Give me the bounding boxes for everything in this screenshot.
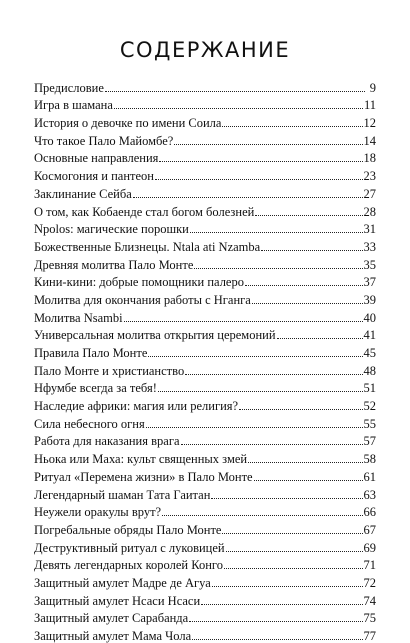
toc-entry-title: Защитный амулет Мадре де Агуа	[34, 575, 211, 590]
toc-entry-page-number: 41	[363, 328, 376, 343]
toc-entry	[34, 272, 376, 290]
toc-entry-page-number: 71	[363, 558, 376, 573]
dot-leader	[277, 338, 363, 339]
dot-leader	[181, 444, 363, 445]
toc-entry-title: Заклинание Сейба	[34, 186, 132, 201]
toc-entry	[34, 502, 376, 520]
toc-entry	[34, 201, 376, 219]
toc-entry	[34, 360, 376, 378]
toc-entry	[34, 625, 376, 643]
toc-entry	[34, 590, 376, 608]
toc-entry-page-number: 58	[363, 452, 376, 467]
toc-entry-title: Работа для наказания врага	[34, 434, 180, 449]
toc-entry-title: Что такое Пало Майомбе?	[34, 133, 174, 148]
toc-entry	[34, 148, 376, 166]
toc-entry-title: Правила Пало Монте	[34, 346, 148, 360]
dot-leader	[212, 586, 363, 587]
dot-leader	[114, 108, 363, 109]
dot-leader	[162, 515, 362, 516]
toc-entry-page-number: 75	[363, 611, 376, 626]
toc-entry-title: Пало Монте и христианство	[34, 363, 185, 378]
toc-entry-title: Нфумбе всегда за тебя!	[34, 381, 157, 396]
toc-entry-title: Космогония и пантеон	[34, 169, 154, 184]
toc-entry-page-number: 39	[363, 292, 376, 307]
dot-leader	[133, 197, 363, 198]
dot-leader	[192, 639, 362, 640]
dot-leader	[248, 462, 362, 463]
toc-entry-page-number: 18	[363, 151, 376, 166]
toc-entry-title: Девять легендарных королей Конго	[34, 558, 223, 573]
dot-leader	[239, 409, 362, 410]
toc-entry	[34, 431, 376, 449]
toc-entry-title: Божественные Близнецы. Ntala ati Nzamba	[34, 239, 261, 254]
toc-entry-title: Древняя молитва Пало Монте	[34, 257, 194, 272]
toc-entry	[34, 165, 376, 183]
toc-entry	[34, 537, 376, 555]
toc-entry	[34, 395, 376, 413]
toc-entry	[34, 519, 376, 537]
toc-entry-page-number: 69	[363, 540, 376, 555]
dot-leader	[254, 480, 363, 481]
toc-entry	[34, 325, 376, 343]
dot-leader	[159, 161, 362, 162]
toc-entry	[34, 130, 376, 148]
toc-entry	[34, 484, 376, 502]
toc-entry-page-number: 48	[363, 363, 376, 378]
toc-entry-page-number: 52	[363, 399, 376, 414]
toc-entry	[34, 77, 376, 95]
toc-entry-title: Защитный амулет Нсаси Нсаси	[34, 593, 201, 608]
toc-entry-page-number: 77	[363, 629, 376, 643]
dot-leader	[245, 285, 363, 286]
toc-entry-page-number: 40	[363, 310, 376, 325]
dot-leader	[158, 391, 363, 392]
toc-entry-title: О том, как Кобаенде стал богом болезней	[34, 204, 255, 219]
toc-entry-title: Сила небесного огня	[34, 416, 145, 431]
dot-leader	[222, 533, 362, 534]
toc-entry-page-number: 14	[363, 133, 376, 148]
dot-leader	[174, 144, 362, 145]
toc-entry	[34, 448, 376, 466]
toc-entry-page-number: 31	[363, 222, 376, 237]
dot-leader	[226, 551, 363, 552]
toc-entry	[34, 289, 376, 307]
toc-entry-title: Защитный амулет Мама Чола	[34, 629, 192, 643]
dot-leader	[105, 91, 365, 92]
toc-entry-title: Предисловие	[34, 80, 104, 95]
toc-entry-page-number: 51	[363, 381, 376, 396]
page-title: СОДЕРЖАНИЕ	[119, 38, 291, 62]
toc-entry-page-number: 67	[363, 522, 376, 537]
dot-leader	[194, 268, 362, 269]
toc-entry-page-number: 35	[363, 257, 376, 272]
toc-entry-title: Ритуал «Перемена жизни» в Пало Монте	[34, 469, 253, 484]
toc-entry-title: Молитва Nsambi	[34, 310, 123, 325]
dot-leader	[255, 215, 362, 216]
toc-entry-title: История о девочке по имени Соила	[34, 116, 222, 131]
toc-entry-page-number: 63	[363, 487, 376, 502]
toc-entry-page-number: 72	[363, 575, 376, 590]
toc-entry-page-number: 57	[363, 434, 376, 449]
dot-leader	[222, 126, 362, 127]
toc-entry-title: Легендарный шаман Тата Гаитан	[34, 487, 211, 502]
toc-entry	[34, 95, 376, 113]
dot-leader	[201, 604, 362, 605]
dot-leader	[146, 427, 363, 428]
toc-entry-title: Универсальная молитва открытия церемоний	[34, 328, 276, 343]
toc-entry-page-number: 33	[363, 239, 376, 254]
toc-entry-page-number: 55	[363, 416, 376, 431]
toc-entry	[34, 608, 376, 626]
dot-leader	[211, 498, 362, 499]
toc-entry	[34, 342, 376, 360]
toc-entry	[34, 236, 376, 254]
dot-leader	[224, 568, 363, 569]
toc-entry-page-number: 11	[363, 98, 376, 113]
toc-entry-title: Ньока или Маха: культ священных змей	[34, 452, 248, 467]
dot-leader	[261, 250, 362, 251]
dot-leader	[189, 621, 362, 622]
toc-entry-page-number: 23	[363, 169, 376, 184]
toc-entry-title: Деструктивный ритуал с луковицей	[34, 540, 225, 555]
toc-entry	[34, 219, 376, 237]
toc-entry-page-number: 27	[363, 186, 376, 201]
toc-entry-page-number: 61	[363, 469, 376, 484]
toc-entry-title: Погребальные обряды Пало Монте	[34, 522, 222, 537]
dot-leader	[148, 356, 362, 357]
toc-entry-title: Наследие африки: магия или религия?	[34, 399, 239, 414]
toc-entry-page-number: 74	[363, 593, 376, 608]
toc-entry	[34, 378, 376, 396]
toc-entry	[34, 466, 376, 484]
toc-entry	[34, 307, 376, 325]
toc-entry-page-number: 37	[363, 275, 376, 290]
toc-entry-title: Защитный амулет Сарабанда	[34, 611, 189, 626]
dot-leader	[124, 321, 363, 322]
dot-leader	[252, 303, 363, 304]
toc-entry-title: Кини-кини: добрые помощники палеро	[34, 275, 244, 290]
toc-entry-title: Основные направления	[34, 151, 159, 166]
table-of-contents	[34, 77, 376, 643]
toc-entry-page-number: 9	[369, 80, 376, 95]
toc-entry-title: Npolos: магические порошки	[34, 222, 189, 237]
toc-entry-page-number: 45	[363, 346, 376, 360]
toc-entry-title: Молитва для окончания работы с Нганга	[34, 292, 251, 307]
toc-entry	[34, 555, 376, 573]
dot-leader	[190, 232, 363, 233]
toc-entry-page-number: 12	[363, 116, 376, 131]
toc-entry	[34, 254, 376, 272]
toc-entry-page-number: 66	[363, 505, 376, 520]
toc-entry-title: Неужели оракулы врут?	[34, 505, 162, 520]
dot-leader	[185, 374, 362, 375]
toc-entry	[34, 183, 376, 201]
toc-entry-title: Игра в шамана	[34, 98, 113, 113]
toc-entry	[34, 112, 376, 130]
toc-entry-page-number: 28	[363, 204, 376, 219]
toc-entry	[34, 572, 376, 590]
dot-leader	[155, 179, 363, 180]
toc-entry	[34, 413, 376, 431]
